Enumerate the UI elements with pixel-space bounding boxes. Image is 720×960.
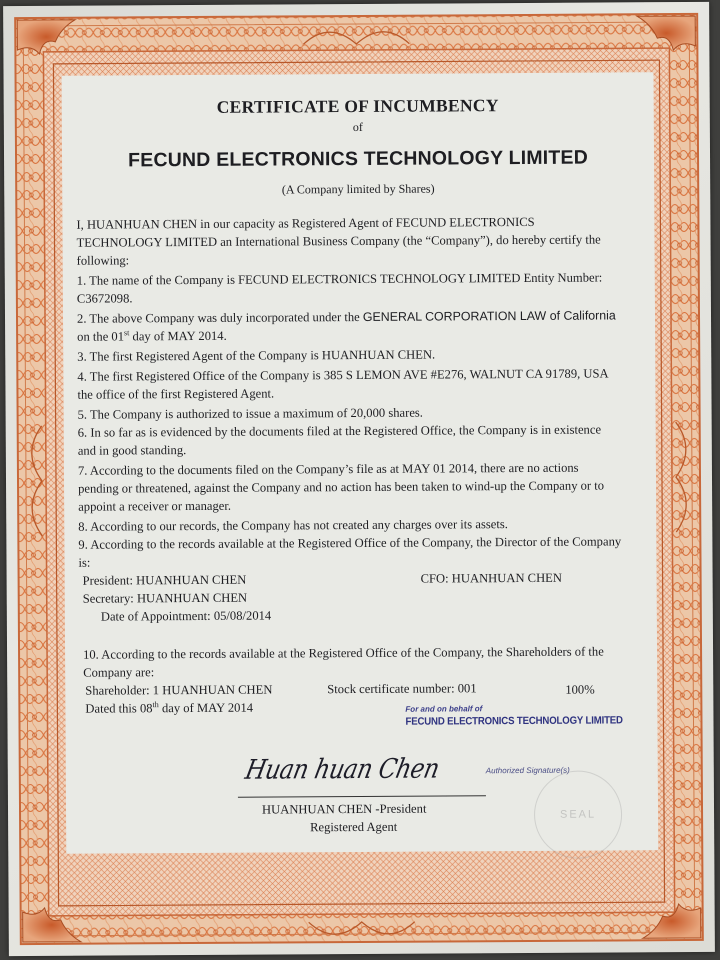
- signatory-role: Registered Agent: [310, 819, 398, 835]
- item-6-line-1: 6. In so far as is evidenced by the documents filed at the Registered Office, the Company is in existence: [77, 422, 602, 440]
- item-5: 5. The Company is authorized to issue a maximum of 20,000 shares.: [77, 405, 423, 422]
- item-2-line-2: [77, 329, 227, 345]
- date-of-appointment: Date of Appointment: 05/08/2014: [100, 608, 272, 624]
- secretary: Secretary: HUANHUAN CHEN: [82, 590, 248, 606]
- item-4-line-1: 4. The first Registered Office of the Company is 385 S LEMON AVE #E276, WALNUT CA 91789, USA: [77, 366, 609, 384]
- certificate-body: [62, 72, 659, 854]
- stamp-on-behalf: For and on behalf of: [405, 704, 483, 714]
- stock-certificate-number: Stock certificate number: 001: [327, 681, 477, 697]
- item-1-line-2: C3672098.: [76, 291, 133, 306]
- share-percentage: 100%: [565, 682, 595, 697]
- shareholder: Shareholder: 1 HUANHUAN CHEN: [85, 682, 273, 698]
- item-2-line-1: [77, 308, 616, 326]
- intro-line-1: I, HUANHUAN CHEN in our capacity as Registered Agent of FECUND ELECTRONICS: [76, 214, 535, 232]
- title-of: of: [352, 119, 363, 135]
- dated-b: day of MAY 2014: [158, 700, 254, 716]
- president: President: HUANHUAN CHEN: [82, 572, 247, 588]
- intro-line-3: following:: [76, 253, 130, 268]
- item-8: 8. According to our records, the Company has not created any charges over its assets.: [78, 517, 508, 534]
- item-3: 3. The first Registered Agent of the Company is HUANHUAN CHEN.: [77, 347, 436, 364]
- company-name-heading: FECUND ELECTRONICS TECHNOLOGY LIMITED: [128, 146, 589, 172]
- signatory-name-title: HUANHUAN CHEN -President: [261, 801, 427, 817]
- item-2-date-a: on the 01: [77, 329, 125, 344]
- item-9-line-1: 9. According to the records available at the Registered Office of the Company, the Director of the Company: [78, 534, 622, 552]
- certificate-title: CERTIFICATE OF INCUMBENCY: [216, 95, 499, 117]
- stamp-authorized-signature: Authorized Signature(s): [485, 765, 570, 776]
- embossed-seal: SEAL: [534, 770, 623, 859]
- item-2-date-b: day of MAY 2014.: [129, 328, 227, 344]
- certificate-paper: [3, 2, 715, 956]
- handwritten-signature: Huan huan Chen: [242, 753, 442, 786]
- stamp-company-name: FECUND ELECTRONICS TECHNOLOGY LIMITED: [405, 714, 623, 728]
- item-7-line-3: appoint a receiver or manager.: [78, 498, 232, 514]
- item-7-line-2: pending or threatened, against the Company and no action has been taken to wind-up the Company or to: [78, 478, 605, 496]
- dated-sup: th: [152, 700, 159, 710]
- intro-line-2: TECHNOLOGY LIMITED an International Business Company (the “Company”), do hereby certify the: [76, 232, 601, 250]
- item-2-law: GENERAL CORPORATION LAW of California: [362, 308, 616, 324]
- item-4-line-2: the office of the first Registered Agent.: [77, 386, 275, 402]
- dated-line: [85, 701, 253, 717]
- signature-line: [238, 795, 486, 798]
- item-9-line-2: is:: [78, 555, 91, 570]
- dated-a: Dated this 08: [85, 701, 153, 716]
- item-7-line-1: 7. According to the documents filed on the Company’s file as at MAY 01 2014, there are no actions: [77, 460, 579, 478]
- item-10-line-1: 10. According to the records available at the Registered Office of the Company, the Shareholders of the: [83, 644, 604, 662]
- item-2-date-sup: st: [123, 328, 130, 338]
- cfo: CFO: HUANHUAN CHEN: [420, 570, 562, 586]
- item-2-prefix: 2. The above Company was duly incorporated under the: [76, 309, 363, 326]
- item-10-line-2: Company are:: [83, 665, 155, 680]
- item-1-line-1: 1. The name of the Company is FECUND ELECTRONICS TECHNOLOGY LIMITED Entity Number:: [76, 270, 603, 288]
- item-6-line-2: and in good standing.: [77, 443, 187, 458]
- company-type: (A Company limited by Shares): [281, 181, 435, 197]
